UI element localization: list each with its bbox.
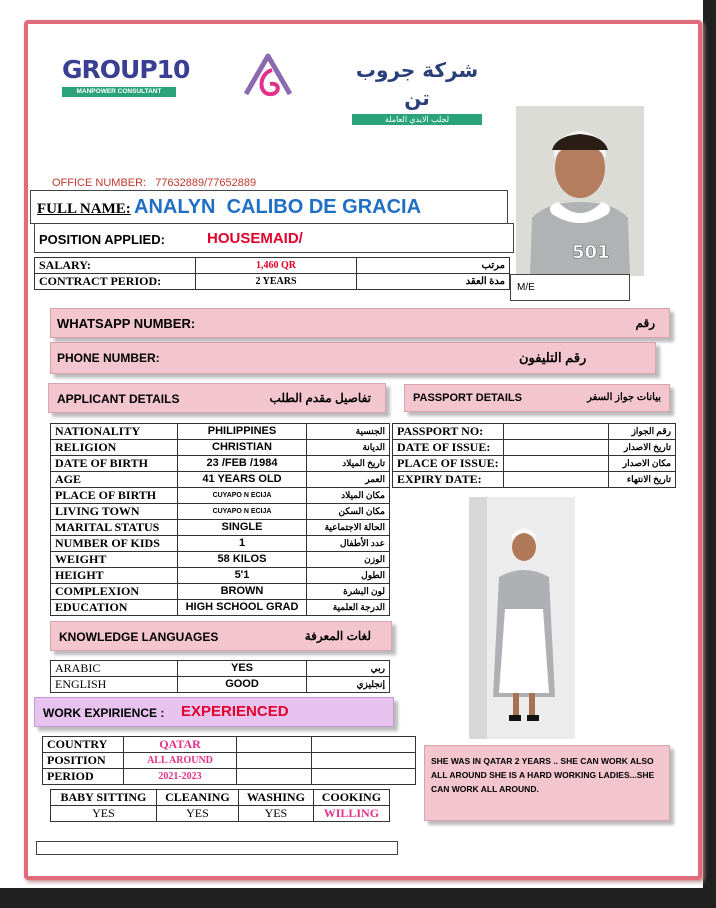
portrait-illustration	[516, 106, 644, 276]
position-value: HOUSEMAID/	[207, 230, 303, 247]
salary-row	[35, 258, 510, 274]
language-arabic: ربي	[307, 661, 390, 677]
applicant-detail-row	[51, 456, 390, 472]
work-label: POSITION	[43, 753, 124, 769]
detail-arabic: العمر	[307, 472, 390, 488]
detail-arabic: الوزن	[307, 552, 390, 568]
arabic-company-name: شركة جروب تن	[355, 58, 479, 110]
applicant-fullbody-photo	[469, 497, 575, 739]
passport-details-title-ar: بيانات جواز السفر	[587, 392, 661, 403]
work-experience-status: EXPERIENCED	[181, 703, 289, 720]
applicant-detail-row	[51, 568, 390, 584]
work-empty	[312, 753, 416, 769]
detail-arabic: الديانة	[307, 440, 390, 456]
passport-details-header	[404, 384, 670, 412]
detail-value: CHRISTIAN	[178, 440, 307, 456]
detail-label: WEIGHT	[51, 552, 178, 568]
position-box	[34, 223, 514, 253]
detail-label: EDUCATION	[51, 600, 178, 616]
detail-label: NATIONALITY	[51, 424, 178, 440]
passport-arabic: تاريخ الاصدار	[608, 440, 675, 456]
phone-label: PHONE NUMBER:	[57, 351, 160, 365]
skill-header: CLEANING	[156, 790, 238, 806]
contract-arabic: مدة العقد	[357, 274, 510, 290]
detail-value: PHILIPPINES	[178, 424, 307, 440]
passport-details-title: PASSPORT DETAILS	[413, 392, 522, 404]
full-name-box	[30, 190, 508, 224]
whatsapp-bar	[50, 308, 670, 338]
language-arabic: إنجليزي	[307, 677, 390, 693]
passport-table	[392, 423, 676, 488]
detail-value: SINGLE	[178, 520, 307, 536]
detail-value: 58 KILOS	[178, 552, 307, 568]
salary-label: SALARY:	[35, 258, 196, 274]
contract-label: CONTRACT PERIOD:	[35, 274, 196, 290]
skills-header-row	[51, 790, 390, 806]
skill-header: WASHING	[239, 790, 314, 806]
whatsapp-label: WHATSAPP NUMBER:	[57, 316, 196, 331]
passport-value	[503, 424, 608, 440]
detail-arabic: عدد الأطفال	[307, 536, 390, 552]
work-empty	[237, 769, 312, 785]
detail-label: AGE	[51, 472, 178, 488]
detail-value: 23 /FEB /1984	[178, 456, 307, 472]
arabic-tagline: لجلب الايدي العاملة	[352, 114, 482, 125]
work-row	[43, 737, 416, 753]
detail-label: LIVING TOWN	[51, 504, 178, 520]
passport-row	[393, 472, 676, 488]
detail-arabic: الحالة الاجتماعية	[307, 520, 390, 536]
company-emblem-icon	[240, 50, 296, 100]
whatsapp-arabic: رقم	[635, 316, 655, 330]
work-empty	[312, 737, 416, 753]
applicant-detail-row	[51, 600, 390, 616]
passport-label: PLACE OF ISSUE:	[393, 456, 504, 472]
work-row	[43, 753, 416, 769]
group10-tagline: MANPOWER CONSULTANT	[62, 87, 176, 97]
code-box	[510, 274, 630, 301]
language-row	[51, 677, 390, 693]
language-label: ARABIC	[51, 661, 178, 677]
office-number-value: 77632889/77652889	[155, 177, 257, 189]
passport-label: EXPIRY DATE:	[393, 472, 504, 488]
applicant-details-header	[48, 383, 386, 413]
passport-row	[393, 424, 676, 440]
language-value: YES	[178, 661, 307, 677]
salary-value: 1,460 QR	[196, 258, 357, 274]
passport-row	[393, 440, 676, 456]
skills-value-row	[51, 806, 390, 822]
detail-label: PLACE OF BIRTH	[51, 488, 178, 504]
work-value: ALL AROUND	[124, 753, 237, 769]
uniform-number: 501	[572, 242, 610, 263]
detail-arabic: مكان السكن	[307, 504, 390, 520]
passport-row	[393, 456, 676, 472]
passport-value	[503, 456, 608, 472]
office-number-label: OFFICE NUMBER:	[52, 177, 147, 189]
work-table	[42, 736, 416, 785]
office-number	[52, 177, 256, 189]
detail-value: HIGH SCHOOL GRAD	[178, 600, 307, 616]
applicant-portrait-photo	[516, 106, 644, 276]
footer-empty-box	[36, 841, 398, 855]
skills-table	[50, 789, 390, 822]
full-name-value: ANALYN CALIBO DE GRACIA	[134, 196, 422, 218]
detail-arabic: الجنسية	[307, 424, 390, 440]
detail-value: CUYAPO N ECIJA	[178, 488, 307, 504]
work-experience-title: WORK EXPIRIENCE :	[43, 706, 165, 720]
detail-label: HEIGHT	[51, 568, 178, 584]
skill-value: YES	[156, 806, 238, 822]
phone-arabic: رقم التليفون	[519, 350, 587, 365]
arabic-logo	[352, 56, 482, 124]
applicant-details-title: APPLICANT DETAILS	[57, 392, 180, 406]
applicant-detail-row	[51, 552, 390, 568]
languages-title: KNOWLEDGE LANGUAGES	[59, 630, 219, 644]
remarks-text: SHE WAS IN QATAR 2 YEARS .. SHE CAN WORK ALSO ALL AROUND SHE IS A HARD WORKING LADIES...SHE CAN WORK ALL AROUND.	[431, 756, 655, 794]
phone-bar	[50, 342, 656, 374]
applicant-detail-row	[51, 488, 390, 504]
language-label: ENGLISH	[51, 677, 178, 693]
applicant-detail-row	[51, 520, 390, 536]
passport-arabic: تاريخ الانتهاء	[608, 472, 675, 488]
skill-value: YES	[51, 806, 157, 822]
applicant-detail-row	[51, 536, 390, 552]
detail-label: COMPLEXION	[51, 584, 178, 600]
detail-label: MARITAL STATUS	[51, 520, 178, 536]
group10-logo-text: GROUP10	[62, 55, 190, 84]
language-value: GOOD	[178, 677, 307, 693]
passport-arabic: رقم الجواز	[608, 424, 675, 440]
detail-arabic: الدرجة العلمية	[307, 600, 390, 616]
passport-label: DATE OF ISSUE:	[393, 440, 504, 456]
skill-value: YES	[239, 806, 314, 822]
applicant-detail-row	[51, 424, 390, 440]
passport-value	[503, 472, 608, 488]
passport-value	[503, 440, 608, 456]
languages-title-ar: لغات المعرفة	[304, 629, 371, 643]
work-label: COUNTRY	[43, 737, 124, 753]
applicant-detail-row	[51, 472, 390, 488]
passport-label: PASSPORT NO:	[393, 424, 504, 440]
applicant-code: M/E	[517, 282, 535, 293]
work-empty	[312, 769, 416, 785]
detail-arabic: تاريخ الميلاد	[307, 456, 390, 472]
detail-value: CUYAPO N ECIJA	[178, 504, 307, 520]
work-label: PERIOD	[43, 769, 124, 785]
remarks-box	[424, 745, 670, 821]
language-row	[51, 661, 390, 677]
detail-arabic: مكان الميلاد	[307, 488, 390, 504]
applicant-detail-row	[51, 504, 390, 520]
work-empty	[237, 753, 312, 769]
detail-label: NUMBER OF KIDS	[51, 536, 178, 552]
languages-table	[50, 660, 390, 693]
skill-header: BABY SITTING	[51, 790, 157, 806]
detail-value: 5'1	[178, 568, 307, 584]
applicant-detail-row	[51, 584, 390, 600]
detail-label: DATE OF BIRTH	[51, 456, 178, 472]
salary-arabic: مرتب	[357, 258, 510, 274]
detail-value: 1	[178, 536, 307, 552]
work-empty	[237, 737, 312, 753]
work-row	[43, 769, 416, 785]
applicant-detail-row	[51, 440, 390, 456]
position-label: POSITION APPLIED:	[39, 232, 165, 247]
full-name-label: FULL NAME:	[37, 201, 131, 217]
applicant-details-table	[50, 423, 390, 616]
applicant-details-title-ar: تفاصيل مقدم الطلب	[269, 391, 371, 405]
detail-value: 41 YEARS OLD	[178, 472, 307, 488]
work-value: QATAR	[124, 737, 237, 753]
detail-arabic: لون البشرة	[307, 584, 390, 600]
passport-arabic: مكان الاصدار	[608, 456, 675, 472]
fullbody-illustration	[469, 497, 575, 739]
detail-label: RELIGION	[51, 440, 178, 456]
contract-row	[35, 274, 510, 290]
work-experience-header	[34, 697, 394, 727]
skill-header: COOKING	[313, 790, 389, 806]
salary-table	[34, 257, 510, 290]
detail-arabic: الطول	[307, 568, 390, 584]
detail-value: BROWN	[178, 584, 307, 600]
skill-value: WILLING	[313, 806, 389, 822]
work-value: 2021-2023	[124, 769, 237, 785]
languages-header	[50, 621, 392, 651]
group10-logo	[62, 55, 190, 102]
contract-value: 2 YEARS	[196, 274, 357, 290]
